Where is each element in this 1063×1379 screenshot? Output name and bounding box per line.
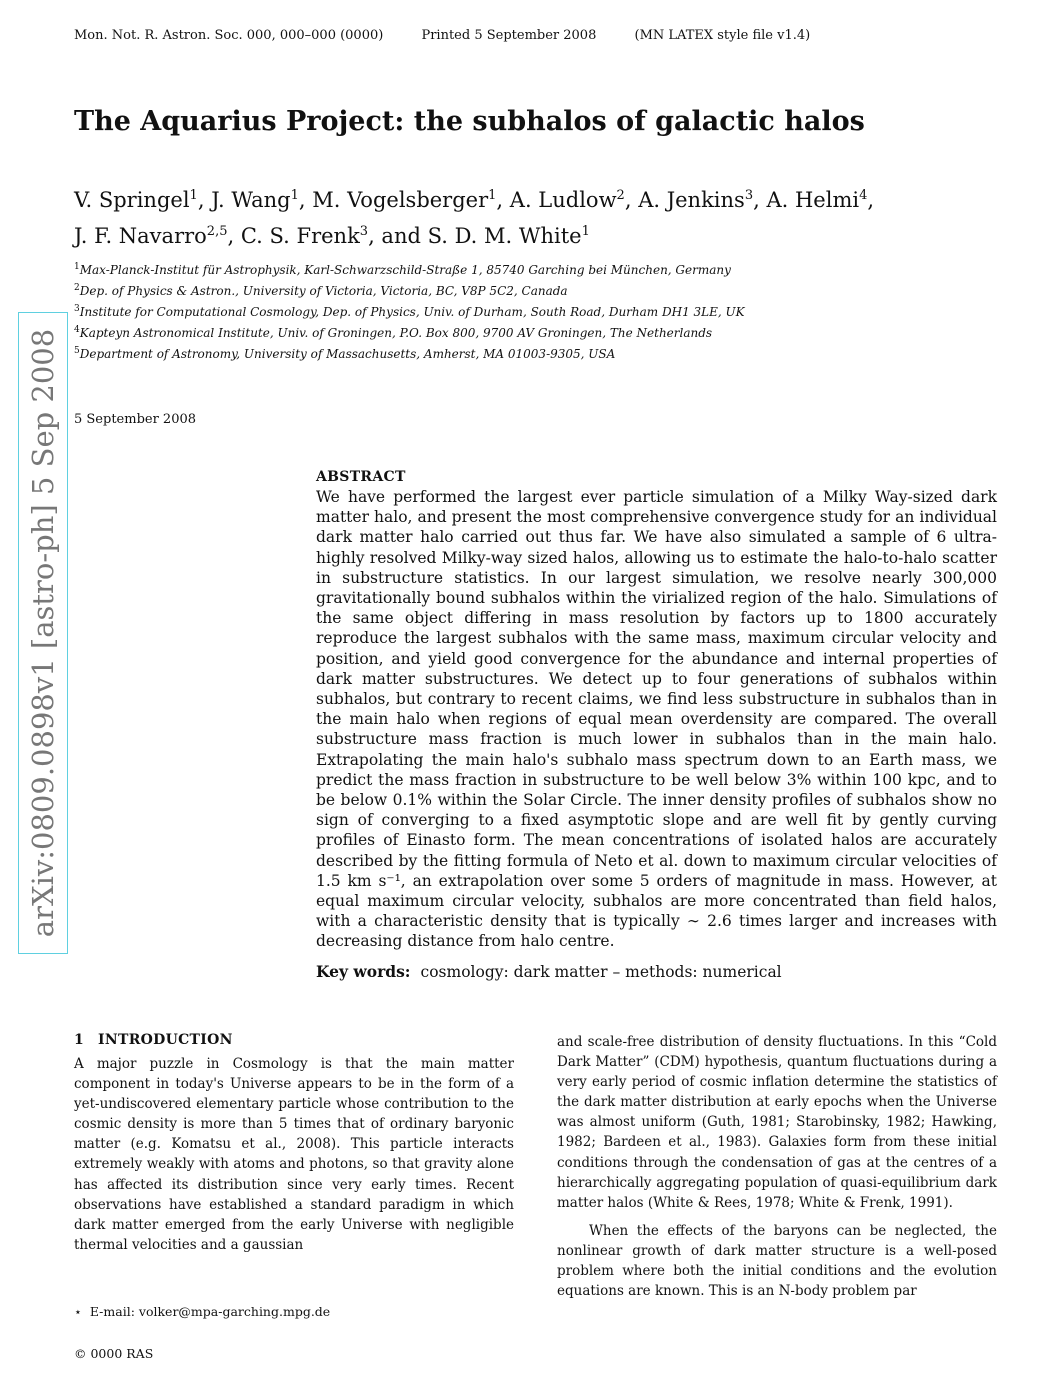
intro-paragraph-continued: and scale-free distribution of density fluctuations. In this “Cold Dark Matter” (CDM) hypothesis, quantum fluctuations during a very early period of cosmic inflation determine the statistics of the dark matter distribution at early epochs when the Universe was almost uniform (Guth, 1981; Starobinsky, 1982; Hawking, 1982; Bardeen et al., 1983). Galaxies form from these initial conditions through the condensation of gas at the centres of a hierarchically aggregating population of quasi-equilibrium dark matter halos (White & Rees, 1978; White & Frenk, 1991). bbox=[557, 1034, 997, 1211]
abstract-text: We have performed the largest ever particle simulation of a Milky Way-sized dark matter halo, and present the most comprehensive convergence study for an individual dark matter halo carried out thus far. We have also simulated a sample of 6 ultra-highly resolved Milky-way sized halos, allowing us to estimate the halo-to-halo scatter in substructure statistics. In our largest simulation, we resolve nearly 300,000 gravitationally bound subhalos within the virialized region of the halo. Simulations of the same object differing in mass resolution by factors up to 1800 accurately reproduce the largest subhalos with the same mass, maximum circular velocity and position, and yield good convergence for the abundance and internal properties of dark matter substructures. We detect up to four generations of subhalos within subhalos, but contrary to recent claims, we find less substructure in subhalos than in the main halo when regions of equal mean overdensity are compared. The overall substructure mass fraction is much lower in subhalos than in the main halo. Extrapolating the main halo's subhalo mass spectrum down to an Earth mass, we predict the mass fraction in substructure to be well below 3% within 100 kpc, and to be below 0.1% within the Solar Circle. The inner density profiles of subhalos show no sign of converging to a fixed asymptotic slope and are well fit by gently curving profiles of Einasto form. The mean concentrations of isolated halos are accurately described by the fitting formula of Neto et al. down to maximum circular velocities of 1.5 km s⁻¹, an extrapolation over some 5 orders of magnitude in mass. However, at equal maximum circular velocity, subhalos are more concentrated than field halos, with a characteristic density that is typically ∼ 2.6 times larger and increases with decreasing distance from halo centre. bbox=[316, 488, 997, 951]
keywords bbox=[316, 962, 997, 981]
footnote bbox=[74, 1304, 330, 1319]
printed-date: Printed 5 September 2008 bbox=[421, 28, 597, 43]
author-list bbox=[74, 180, 1024, 252]
author: A. Ludlow$^2$, bbox=[509, 188, 639, 212]
footnote-email: E-mail: volker@mpa-garching.mpg.de bbox=[89, 1304, 331, 1319]
section-title: INTRODUCTION bbox=[98, 1032, 233, 1048]
affiliation: $^1$Max-Planck-Institut für Astrophysik, Karl-Schwarzschild-Straße 1, 85740 Garching bei München, Germany bbox=[74, 262, 731, 277]
section-number: 1 bbox=[74, 1032, 85, 1048]
style-file: (MN LATEX style file v1.4) bbox=[634, 28, 811, 43]
affiliation: $^4$Kapteyn Astronomical Institute, Univ. of Groningen, P.O. Box 800, 9700 AV Groningen, The Netherlands bbox=[74, 325, 713, 340]
affiliation: $^5$Department of Astronomy, University of Massachusetts, Amherst, MA 01003-9305, USA bbox=[74, 346, 616, 361]
author: C. S. Frenk$^3$, and bbox=[240, 224, 428, 248]
author: J. F. Navarro$^{2,5}$, bbox=[74, 224, 241, 248]
submission-date: 5 September 2008 bbox=[74, 412, 197, 427]
arxiv-stamp bbox=[18, 312, 68, 954]
intro-paragraph: A major puzzle in Cosmology is that the main matter component in today's Universe appears to be in the form of a yet-undiscovered elementary particle whose contribution to the cosmic density is more than 5 times that of ordinary baryonic matter (e.g. Komatsu et al., 2008). This particle interacts extremely weakly with atoms and photons, so that gravity alone has affected its distribution since very early times. Recent observations have established a standard paradigm in which dark matter emerged from the early Universe with negligible thermal velocities and a gaussian bbox=[74, 1056, 514, 1253]
author: S. D. M. White$^1$ bbox=[427, 224, 590, 248]
footnote-mark: ⋆ bbox=[74, 1304, 82, 1319]
left-column bbox=[74, 1032, 514, 1255]
section-heading bbox=[74, 1032, 514, 1048]
intro-paragraph-2: When the effects of the baryons can be neglected, the nonlinear growth of dark matter structure is a well-posed problem where both the initial conditions and the evolution equations are known. This is an N-body problem par bbox=[557, 1222, 997, 1300]
paper-title: The Aquarius Project: the subhalos of galactic halos bbox=[74, 106, 865, 137]
right-column bbox=[557, 1032, 997, 1301]
arxiv-identifier: arXiv:0809.0898v1 [astro-ph] 5 Sep 2008 bbox=[26, 328, 61, 938]
affiliation-list bbox=[74, 258, 974, 363]
journal-citation: Mon. Not. R. Astron. Soc. 000, 000–000 (0000) bbox=[74, 28, 384, 43]
affiliation: $^2$Dep. of Physics & Astron., University of Victoria, Victoria, BC, V8P 5C2, Canada bbox=[74, 283, 568, 298]
keywords-text: cosmology: dark matter – methods: numerical bbox=[420, 962, 782, 981]
author: A. Jenkins$^3$, bbox=[638, 188, 767, 212]
abstract-block bbox=[316, 469, 997, 981]
abstract-heading: ABSTRACT bbox=[316, 469, 406, 485]
author: M. Vogelsberger$^1$, bbox=[312, 188, 510, 212]
keywords-label: Key words: bbox=[316, 961, 411, 981]
author: V. Springel$^1$, bbox=[74, 188, 212, 212]
author: A. Helmi$^4$, bbox=[766, 188, 875, 212]
author: J. Wang$^1$, bbox=[211, 188, 313, 212]
affiliation: $^3$Institute for Computational Cosmology, Dep. of Physics, Univ. of Durham, South Road, Durham DH1 3LE, UK bbox=[74, 304, 745, 319]
running-header bbox=[74, 28, 844, 43]
copyright: © 0000 RAS bbox=[74, 1346, 154, 1361]
